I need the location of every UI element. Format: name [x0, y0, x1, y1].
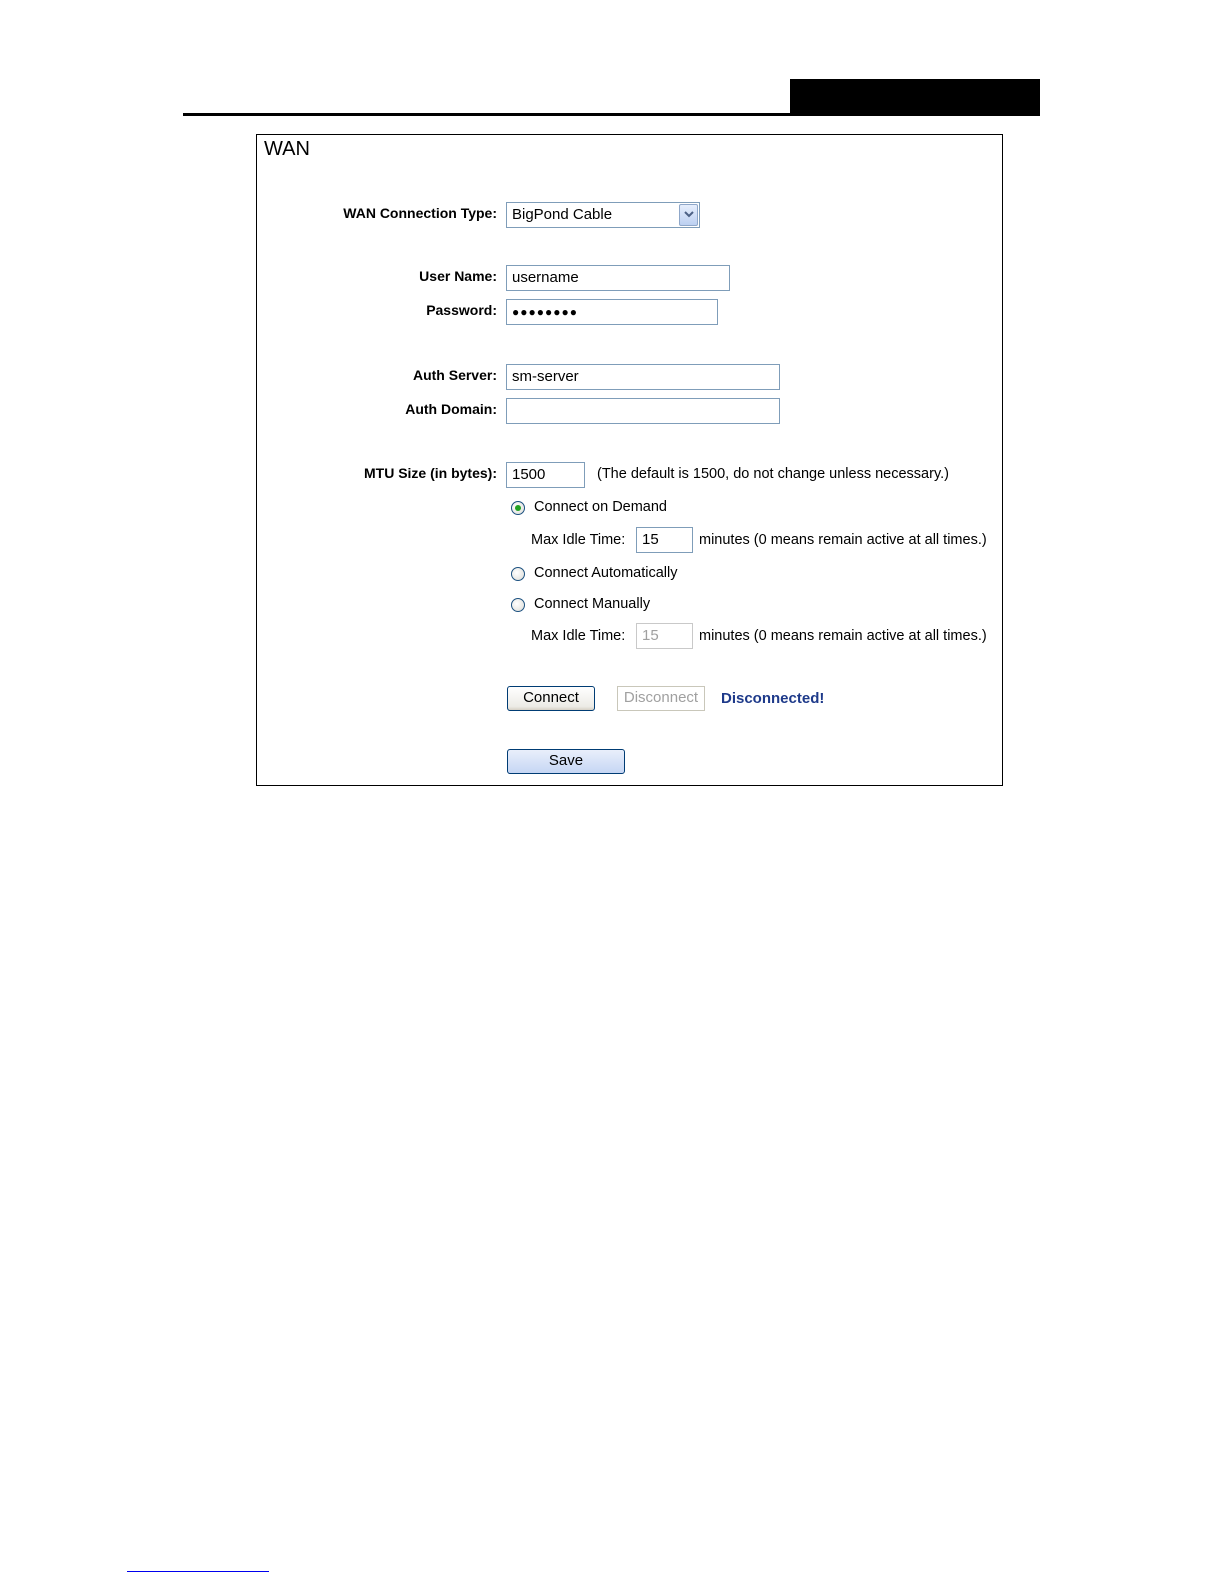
auth-server-label: Auth Server: — [412, 367, 497, 383]
connection-type-select[interactable] — [506, 202, 700, 228]
header-block — [790, 79, 1040, 116]
radio-selected-dot — [515, 505, 521, 511]
disconnect-button[interactable]: Disconnect — [617, 686, 705, 711]
password-input[interactable]: ●●●●●●●● — [506, 299, 718, 325]
username-label: User Name: — [419, 268, 497, 284]
manual-idle-input[interactable]: 15 — [636, 623, 693, 649]
connect-manually-radio[interactable] — [511, 598, 525, 612]
on-demand-idle-label: Max Idle Time: — [531, 532, 626, 548]
on-demand-idle-hint: minutes (0 means remain active at all times.) — [699, 532, 987, 548]
connection-type-value: BigPond Cable — [512, 206, 613, 223]
panel-title: WAN — [264, 138, 310, 160]
connect-on-demand-radio[interactable] — [511, 501, 525, 515]
manual-idle-label: Max Idle Time: — [531, 628, 626, 644]
auth-server-input[interactable]: sm-server — [506, 364, 780, 390]
connect-on-demand-label: Connect on Demand — [534, 499, 667, 515]
connect-automatically-radio[interactable] — [511, 567, 525, 581]
connection-type-label: WAN Connection Type: — [343, 205, 497, 221]
auth-domain-label: Auth Domain: — [405, 401, 497, 417]
save-button[interactable]: Save — [507, 749, 625, 774]
connection-status: Disconnected! — [721, 690, 825, 707]
mtu-label: MTU Size (in bytes): — [363, 465, 497, 481]
username-input[interactable]: username — [506, 265, 730, 291]
wan-settings-panel — [256, 134, 1003, 786]
password-label: Password: — [426, 302, 497, 318]
header-rule — [183, 113, 1040, 116]
manual-idle-hint: minutes (0 means remain active at all times.) — [699, 628, 987, 644]
mtu-hint: (The default is 1500, do not change unless necessary.) — [597, 466, 949, 482]
connect-button[interactable]: Connect — [507, 686, 595, 711]
connect-automatically-label: Connect Automatically — [534, 565, 678, 581]
footer-link-underline — [127, 1571, 269, 1572]
mtu-input[interactable]: 1500 — [506, 462, 585, 488]
connect-manually-label: Connect Manually — [534, 596, 651, 612]
on-demand-idle-input[interactable]: 15 — [636, 527, 693, 553]
auth-domain-input[interactable] — [506, 398, 780, 424]
chevron-down-icon[interactable] — [679, 204, 698, 226]
